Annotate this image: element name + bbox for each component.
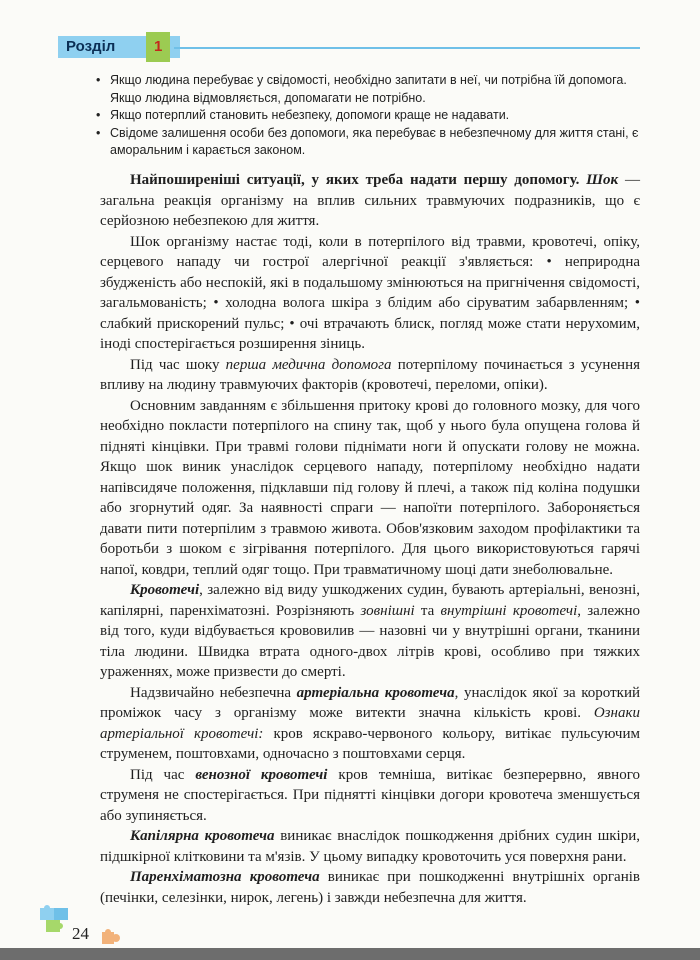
section-header	[44, 32, 640, 62]
puzzle-icon	[40, 904, 70, 934]
paragraph-parenchymal	[100, 867, 640, 908]
paragraph-shock-intro	[100, 170, 640, 232]
text: , залежно від того, куди відбувається крововилив — назовні чи у внутрішні органи, тканини тіла людини. Швидка втрата одного-двох літрів крові, особливо при тяжких ураженнях, може призвести до смерті.	[100, 602, 640, 680]
term-internal: внутрішні кровотечі	[440, 602, 578, 619]
paragraph-main-task: Основним завданням є збільшення притоку крові до головного мозку, для чого необхідно покласти потерпілого на спину так, щоб у нього була опущена голова й підняті кінцівки. При травмі голови піднімати ноги й опускати голову не можна. Якщо шок виник унаслідок серцевого нападу, потерпілому необхідно надати напівсидяче положення, підклавши під голову й плечі, а також під коліна подушки або згорнутий одяг. За наявності спраги — напоїти потерпілого. Забороняється давати пити потерпілим з травмою живота. Обов'язковим заходом профілактики та боротьби з шоком є зігрівання потерпілого. Для цього використовуються гарячі напої, ковдри, теплий одяг тощо. При травматичному шоці дати знеболювальне.	[100, 397, 640, 578]
term-external: зовнішні	[360, 602, 415, 619]
term-parenchymal: Паренхіматозна кровотеча	[130, 869, 320, 885]
term-capillary: Капілярна кровотеча	[130, 828, 275, 844]
term-first-aid: перша медична допомога	[225, 356, 392, 373]
text: та	[414, 602, 441, 619]
text: , залежно від виду ушкоджених судин, бувають артеріальні, венозні, капілярні, паренхіматозні. Розрізняють	[100, 582, 640, 619]
text: Надзвичайно небезпечна	[130, 684, 297, 701]
text: кров темніша, витікає безперервно, явного струменя не спостерігається. При піднятті кінцівки догори кровотеча зменшується або зупиняється.	[100, 766, 640, 824]
section-label: Розділ	[66, 38, 116, 55]
text: потерпілому починається з усунення впливу на людину травмуючих факторів (кровотечі, переломи, опіки).	[100, 356, 640, 393]
rules-bullet-list	[96, 72, 641, 160]
main-text	[100, 170, 640, 908]
section-lead: Найпоширеніші ситуації, у яких треба надати першу допомогу.	[130, 172, 580, 188]
term-venous: венозної кровотечі	[195, 766, 328, 783]
bullet-item: • Якщо людина перебуває у свідомості, необхідно запитати в неї, чи потрібна їй допомога. Якщо людина відмовляється, допомагати не потрібно.	[96, 72, 641, 107]
paragraph-capillary	[100, 826, 640, 867]
text: виникає внаслідок пошкодження дрібних судин шкіри, підшкірної клітковини та м'язів. У цьому випадку кровоточить уся поверхня рани.	[100, 828, 640, 865]
paragraph-bleeding	[100, 580, 640, 683]
paragraph-first-aid	[100, 355, 640, 396]
term-arterial: артеріальна кровотеча	[296, 684, 455, 701]
bullet-item: • Якщо потерплий становить небезпеку, допомоги краще не надавати.	[96, 107, 641, 125]
term-shock: Шок	[586, 172, 619, 188]
text: — загальна реакція організму на вплив сильних травмуючих подразників, що є серйозною небезпекою для життя.	[100, 172, 640, 229]
text: Під час	[130, 766, 196, 783]
paragraph-shock-signs: Шок організму настає тоді, коли в потерпілого від травми, кровотечі, опіку, серцевого нападу чи гострої алергічної реакції з'являється: • неприродна збудженість або неспокій, які в подальшому змінюються на пригнічення свідомості, загальмованість; • холодна волога шкіра з блідим або сіруватим забарвленням; • слабкий прискорений пульс; • очі втрачають блиск, погляд може стати нерухомим, іноді спостерігається розширення зіниць.	[100, 233, 640, 352]
bullet-item: • Свідоме залишення особи без допомоги, яка перебуває в небезпечному для життя стані, є аморальним і карається законом.	[96, 125, 641, 160]
text: Під час шоку	[130, 356, 226, 373]
term-bleeding: Кровотечі	[130, 582, 200, 598]
paragraph-arterial	[100, 683, 640, 765]
text: виникає при пошкодженні внутрішніх органів (печінки, селезінки, нирок, легень) і завжди небезпечна для життя.	[100, 869, 640, 906]
text: , унаслідок якої за короткий проміжок часу з організму може витекти значна кількість крові.	[100, 684, 640, 721]
bottom-bar	[0, 948, 700, 960]
paragraph-venous	[100, 765, 640, 827]
text: кров яскраво-червоного кольору, витікає пульсуючим струменем, поштовхами, одночасно з поштовхами серця.	[100, 725, 640, 762]
corner-puzzle-icon	[100, 928, 122, 950]
section-number: 1	[154, 38, 163, 55]
header-rule	[174, 47, 640, 49]
term-arterial-signs: Ознаки артеріальної кровотечі:	[100, 705, 640, 742]
page-number: 24	[72, 924, 89, 943]
